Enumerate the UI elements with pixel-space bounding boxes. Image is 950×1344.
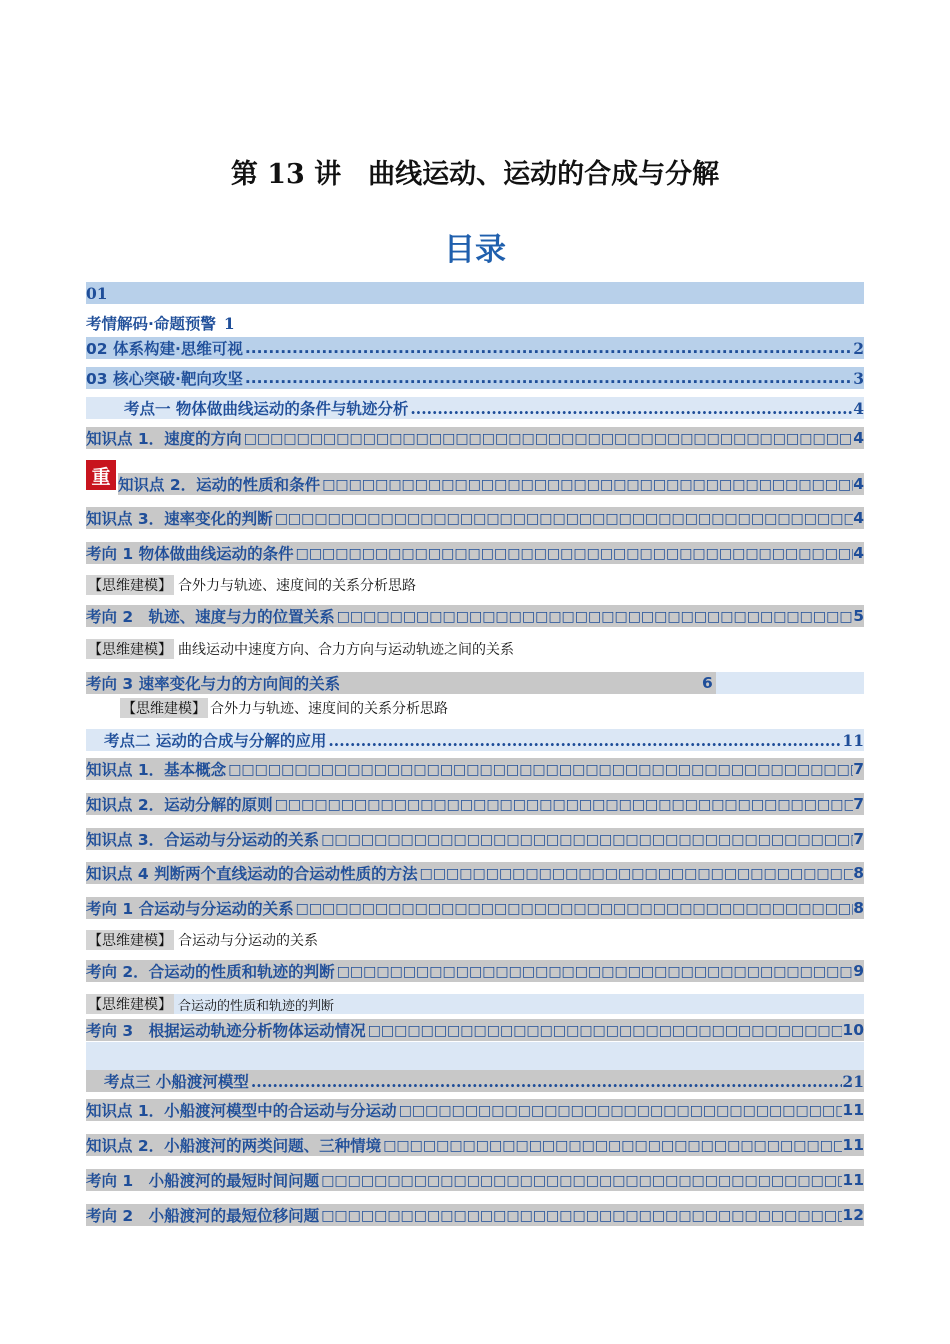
toc-leader [243,369,853,387]
toc-entry-page: 3 [853,368,864,388]
toc-entry-label: 知识点 2．小船渡河的两类问题、三种情境 [86,1137,382,1155]
toc-entry-label: 考向 1 合运动与分运动的关系 [86,900,294,918]
toc-section-01-number[interactable] [86,282,864,304]
toc-entry-page: 7 [853,760,864,778]
note-tag: 【思维建模】 [86,639,174,659]
toc-entry-label: 03 核心突破·靶向攻坚 [86,370,243,388]
toc-entry-page: 4 [853,509,864,527]
toc-entry-page: 11 [842,1171,864,1189]
toc-entry-page: 9 [853,962,864,980]
toc-leader [273,795,854,813]
toc-item[interactable] [86,1019,864,1041]
toc-leader [408,399,853,418]
note-tag: 【思维建模】 [86,930,174,950]
toc-item[interactable] [86,1169,864,1191]
toc-entry-page: 21 [842,1071,864,1091]
toc-entry-page: 11 [842,1136,864,1154]
toc-entry-label: 考向 1 物体做曲线运动的条件 [86,545,294,563]
toc-entry-page: 11 [842,1101,864,1119]
toc-kaodian-2[interactable] [86,729,864,751]
toc-item[interactable] [86,1204,864,1226]
toc-leader [326,731,842,750]
toc-entry-page: 6 [702,674,713,692]
note-text: 合外力与轨迹、速度间的关系分析思路 [210,701,448,717]
toc-item[interactable] [86,793,864,815]
toc-item[interactable] [86,507,864,529]
row-tail-shade [716,672,864,694]
toc-entry-label: 知识点 1．基本概念 [86,761,227,779]
toc-entry-page: 4 [853,429,864,447]
toc-leader [335,607,854,625]
toc-item[interactable] [86,427,864,449]
toc-leader [397,1101,843,1119]
note-text: 合外力与轨迹、速度间的关系分析思路 [178,578,416,594]
toc-item[interactable] [86,758,864,780]
toc-leader [294,544,854,562]
thinking-model-note [120,698,448,718]
toc-entry-label: 知识点 2．运动分解的原则 [86,796,273,814]
toc-item[interactable] [118,473,864,495]
toc-entry-page: 4 [853,475,864,493]
toc-section-03[interactable] [86,367,864,389]
toc-entry-label: 考点一 物体做曲线运动的条件与轨迹分析 [124,399,409,418]
toc-entry-label: 02 体系构建·思维可视 [86,340,243,358]
note-tag: 【思维建模】 [86,994,174,1014]
note-text: 合运动的性质和轨迹的判断 [178,998,335,1014]
toc-entry-label: 考向 2 轨迹、速度与力的位置关系 [86,608,335,626]
toc-entry-page: 2 [853,338,864,358]
toc-section-01[interactable] [86,312,864,334]
toc-entry-page: 1 [223,313,235,333]
note-tag: 【思维建模】 [86,575,174,595]
toc-item[interactable] [86,542,864,564]
toc-entry-label: 知识点 1．速度的方向 [86,430,242,448]
toc-kaodian-1[interactable] [86,397,864,419]
toc-entry-label: 知识点 2．运动的性质和条件 [118,476,321,494]
toc-entry-page: 7 [853,795,864,813]
toc-entry-label: 01 [86,283,108,303]
toc-item[interactable] [86,828,864,850]
thinking-model-note [86,930,318,950]
toc-item[interactable] [86,1099,864,1121]
toc-entry-label: 知识点 1．小船渡河模型中的合运动与分运动 [86,1102,397,1120]
toc-leader [243,339,853,357]
toc-entry-label: 考点二 运动的合成与分解的应用 [104,731,327,750]
toc-section-02[interactable] [86,337,864,359]
toc-leader [335,962,854,980]
toc-entry-page: 11 [842,730,864,750]
toc-entry-label: 考向 1 小船渡河的最短时间问题 [86,1172,320,1190]
toc-leader [249,1072,843,1091]
note-text: 曲线运动中速度方向、合力方向与运动轨迹之间的关系 [178,642,514,658]
toc-item[interactable] [86,960,864,982]
toc-leader [381,1136,842,1154]
toc-leader [320,475,853,493]
thinking-model-note [86,994,864,1014]
toc-item[interactable] [86,605,864,627]
toc-entry-label: 考向 3 速率变化与力的方向间的关系 [86,675,341,693]
toc-entry-label: 考情解码·命题预警 [86,315,216,333]
toc-leader [319,1171,842,1189]
toc-entry-label: 知识点 3．合运动与分运动的关系 [86,831,320,849]
note-tag: 【思维建模】 [120,698,208,718]
toc-entry-page: 8 [853,864,864,882]
toc-item[interactable] [86,862,864,884]
toc-entry-label: 考点三 小船渡河模型 [104,1072,249,1091]
toc-leader [418,864,854,882]
toc-entry-page: 10 [842,1021,864,1039]
thinking-model-note [86,575,416,595]
toc-entry-page: 4 [853,398,864,418]
toc-entry-page: 4 [853,544,864,562]
toc-leader [319,830,853,848]
blank-band [86,1042,864,1070]
toc-leader [294,899,854,917]
thinking-model-note [86,639,514,659]
toc-leader [226,760,853,778]
toc-item[interactable] [86,1134,864,1156]
toc-heading: 目录 [444,232,506,268]
toc-item[interactable] [86,897,864,919]
toc-entry-label: 知识点 3．速率变化的判断 [86,510,273,528]
toc-entry-page: 12 [842,1206,864,1224]
toc-entry-page: 5 [853,607,864,625]
toc-leader [273,509,854,527]
note-text: 合运动与分运动的关系 [178,933,318,949]
toc-entry-page: 8 [853,899,864,917]
toc-entry-label: 考向 3 根据运动轨迹分析物体运动情况 [86,1022,366,1040]
toc-item[interactable] [86,672,864,694]
toc-entry-label: 知识点 4 判断两个直线运动的合运动性质的方法 [86,865,418,883]
key-point-badge: 重 [86,460,116,490]
toc-leader [242,429,854,447]
toc-kaodian-3[interactable] [86,1070,864,1092]
toc-leader [366,1021,843,1039]
toc-entry-page: 7 [853,830,864,848]
toc-entry-label: 考向 2．合运动的性质和轨迹的判断 [86,963,335,981]
toc-leader [319,1206,842,1224]
toc-entry-label: 考向 2 小船渡河的最短位移问题 [86,1207,320,1225]
document-title: 第 13 讲 曲线运动、运动的合成与分解 [230,159,720,190]
